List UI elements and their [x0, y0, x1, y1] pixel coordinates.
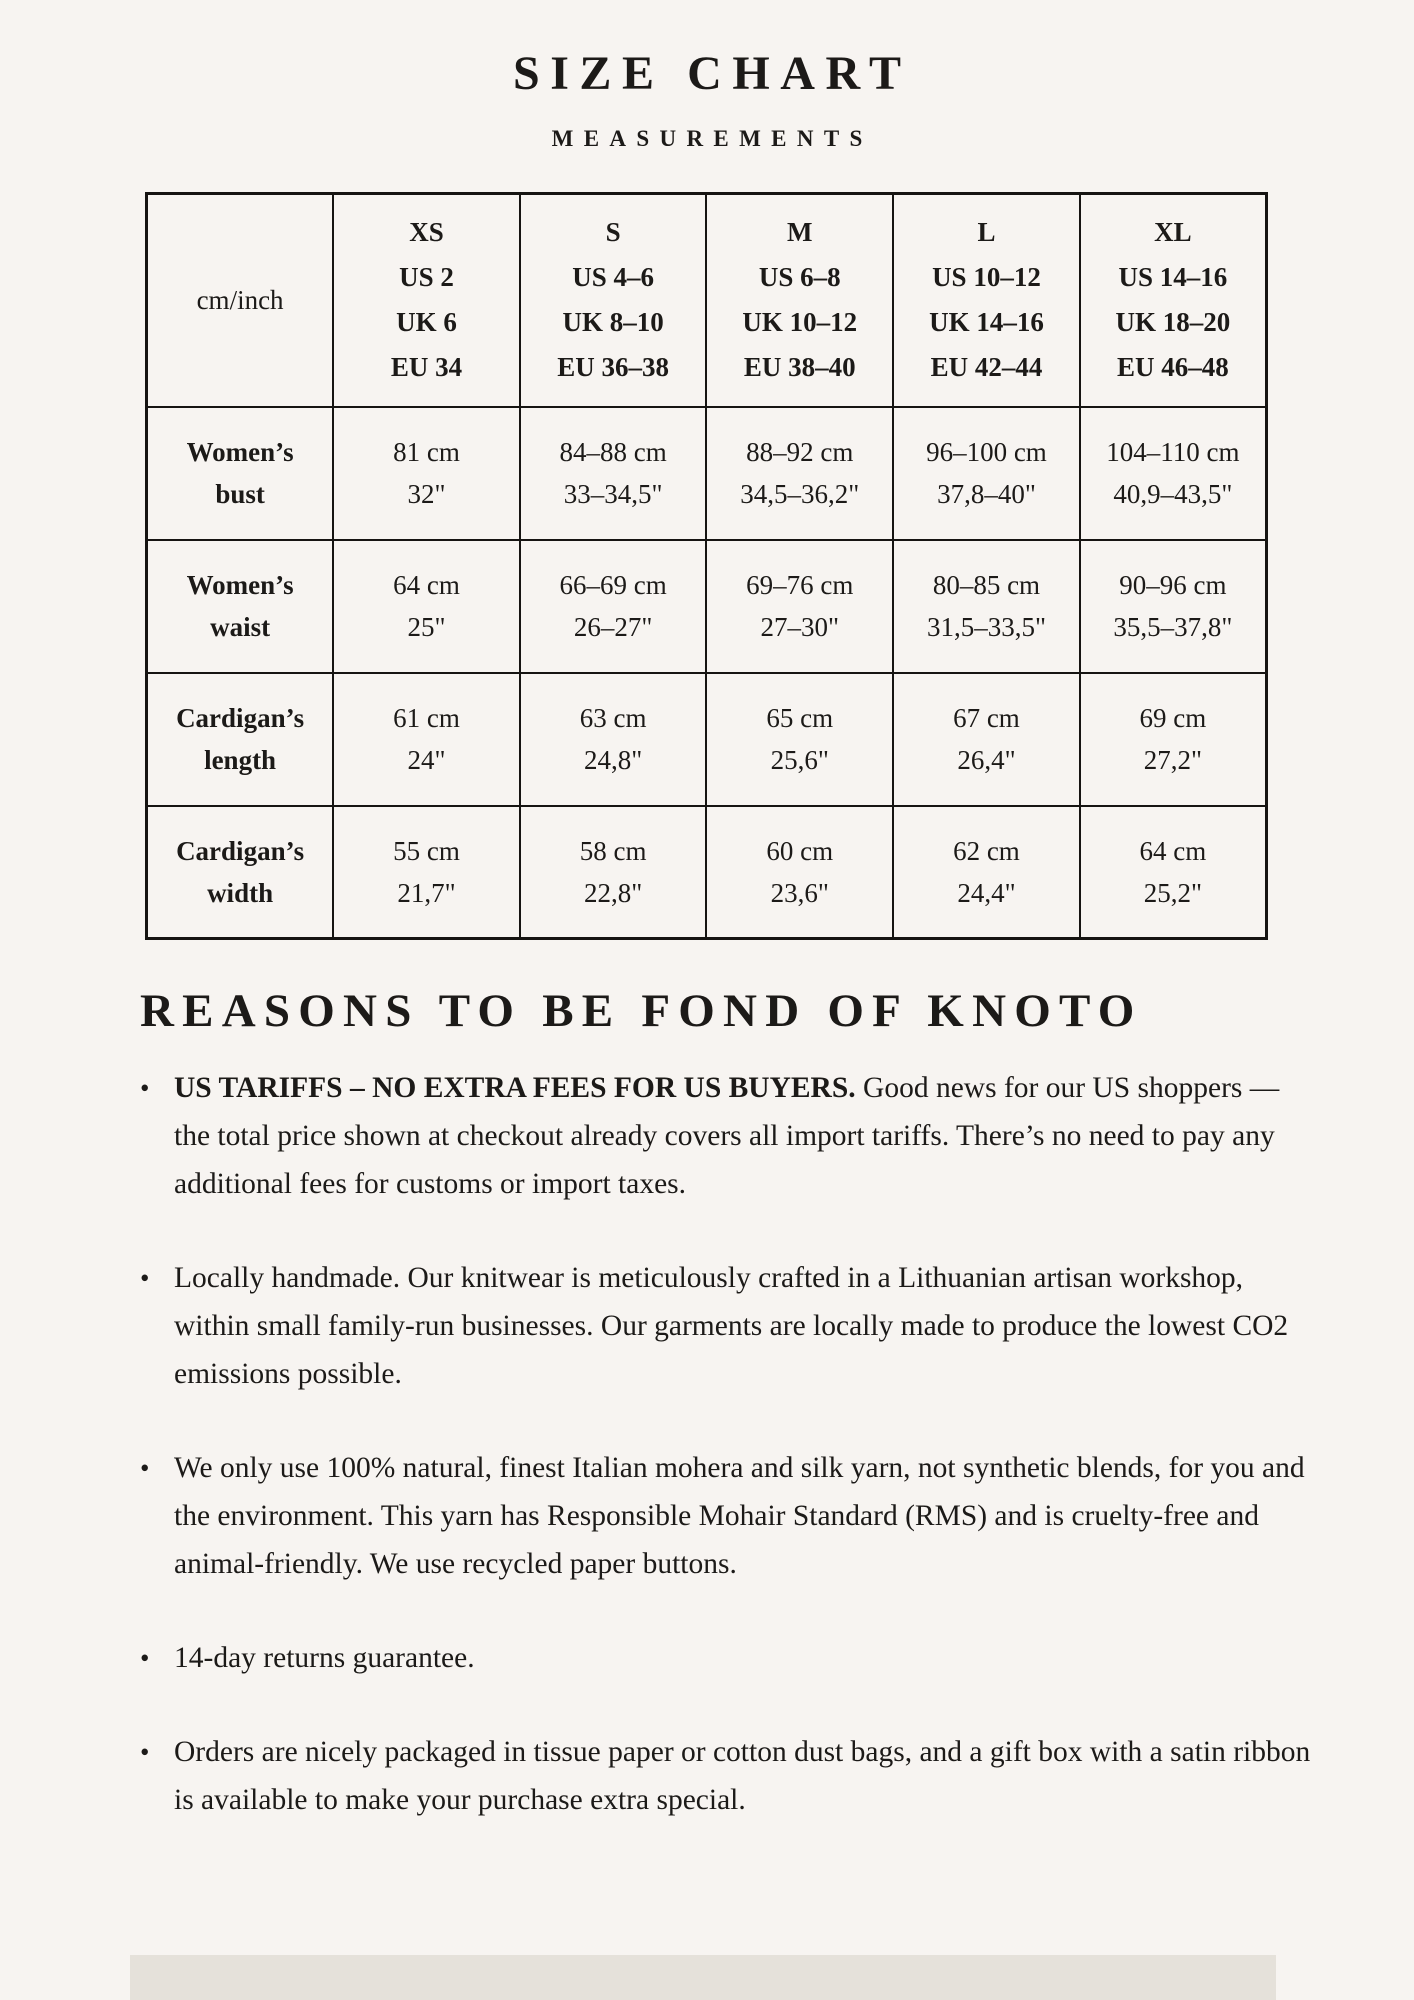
measurement-cell: [520, 407, 707, 540]
cm-value: 63 cm: [579, 703, 647, 733]
measurement-cell: [1080, 407, 1267, 540]
size-column-header-m: [706, 194, 893, 407]
cm-value: 69–76 cm: [746, 570, 854, 600]
eu-size: EU 34: [390, 352, 463, 383]
inch-value: 24,8": [584, 745, 643, 775]
inch-value: 26,4": [957, 745, 1016, 775]
cm-value: 80–85 cm: [932, 570, 1041, 600]
size-label: XL: [1154, 217, 1192, 248]
eu-size: EU 36–38: [557, 352, 670, 383]
measurement-cell: [520, 540, 707, 673]
measurement-cell: [893, 407, 1080, 540]
measurement-cell: [333, 407, 520, 540]
reason-item-packaging: [140, 1728, 1312, 1824]
uk-size: UK 10–12: [742, 307, 858, 338]
bullet-icon: •: [140, 1073, 150, 1103]
size-column-header-l: [893, 194, 1080, 407]
cm-value: 64 cm: [393, 570, 460, 600]
measurement-cell: [706, 407, 893, 540]
measurement-cell: [893, 806, 1080, 939]
measurement-cell: [333, 540, 520, 673]
inch-value: 22,8": [584, 877, 643, 908]
uk-size: UK 18–20: [1115, 307, 1231, 338]
reasons-list: [140, 1064, 1312, 1870]
measurement-cell: [893, 540, 1080, 673]
cm-value: 81 cm: [393, 437, 460, 467]
measurement-cell: [1080, 673, 1267, 806]
table-row-waist: [147, 540, 1267, 673]
cm-value: 65 cm: [766, 703, 834, 733]
measurement-cell: [1080, 540, 1267, 673]
inch-value: 33–34,5": [563, 479, 663, 509]
uk-size: UK 6: [396, 307, 457, 338]
measurement-cell: [706, 673, 893, 806]
page-subtitle: MEASUREMENTS: [551, 126, 873, 151]
reasons-heading: REASONS TO BE FOND OF KNOTO: [140, 985, 1143, 1037]
cm-value: 67 cm: [953, 703, 1020, 733]
uk-size: UK 14–16: [929, 307, 1044, 338]
measurement-cell: [1080, 806, 1267, 939]
cm-value: 62 cm: [953, 835, 1020, 866]
measurement-cell: [333, 806, 520, 939]
measurement-cell: [520, 673, 707, 806]
inch-value: 21,7": [397, 877, 456, 908]
cm-value: 66–69 cm: [559, 570, 667, 600]
reason-lead: US TARIFFS – NO EXTRA FEES FOR US BUYERS.: [174, 1072, 856, 1104]
reason-item-materials: [140, 1444, 1312, 1588]
inch-value: 25": [407, 612, 446, 642]
size-column-header-xs: [333, 194, 520, 407]
size-label: S: [605, 217, 621, 248]
table-row-length: [147, 673, 1267, 806]
table-row-width: [147, 806, 1267, 939]
page-title: SIZE CHART: [512, 47, 912, 100]
cm-value: 104–110 cm: [1106, 437, 1240, 467]
measurement-cell: [893, 673, 1080, 806]
cm-value: 60 cm: [766, 835, 834, 866]
row-label: Cardigan’s length: [147, 673, 334, 806]
cm-value: 61 cm: [393, 703, 460, 733]
reason-text: Locally handmade. Our knitwear is meticulously crafted in a Lithuanian artisan workshop, within small family-run businesses. Our garments are locally made to produce the lowest CO2 emissions possible.: [174, 1262, 1289, 1390]
inch-value: 25,2": [1143, 877, 1203, 908]
inch-value: 35,5–37,8": [1113, 612, 1233, 642]
inch-value: 32": [407, 479, 446, 509]
bullet-icon: •: [140, 1263, 150, 1293]
measurement-cell: [333, 673, 520, 806]
cm-value: 90–96 cm: [1119, 570, 1227, 600]
cm-value: 88–92 cm: [746, 437, 854, 467]
reason-item-handmade: [140, 1254, 1312, 1398]
us-size: US 14–16: [1118, 262, 1228, 293]
size-column-header-xl: [1080, 194, 1267, 407]
cm-value: 96–100 cm: [926, 437, 1047, 467]
us-size: US 6–8: [758, 262, 841, 293]
row-label: Women’s bust: [147, 407, 334, 540]
bottom-strip: [130, 1955, 1276, 2000]
reason-item-tariffs: [140, 1064, 1312, 1208]
size-label: L: [977, 217, 996, 248]
size-table: [145, 192, 1268, 940]
inch-value: 26–27": [573, 612, 653, 642]
measurement-cell: [706, 540, 893, 673]
size-label: XS: [409, 217, 444, 248]
inch-value: 31,5–33,5": [926, 612, 1046, 642]
corner-cell: cm/inch: [147, 194, 334, 407]
reason-text: Orders are nicely packaged in tissue paper or cotton dust bags, and a gift box with a satin ribbon is available to make your purchase extra special.: [174, 1736, 1311, 1816]
eu-size: EU 42–44: [930, 352, 1043, 383]
bullet-icon: •: [140, 1737, 150, 1767]
inch-value: 27–30": [760, 612, 840, 642]
reason-item-returns: [140, 1634, 1312, 1682]
eu-size: EU 38–40: [743, 352, 856, 383]
cm-value: 58 cm: [579, 835, 647, 866]
measurement-cell: [520, 806, 707, 939]
reason-text: US TARIFFS – NO EXTRA FEES FOR US BUYERS. Good news for our US shoppers — the total price shown at checkout already covers all import tariffs. There’s no need to pay any additional fees for customs or import taxes.: [174, 1072, 1280, 1200]
uk-size: UK 8–10: [562, 307, 664, 338]
inch-value: 24": [407, 745, 446, 775]
row-label: Women’s waist: [147, 540, 334, 673]
inch-value: 37,8–40": [937, 479, 1036, 509]
cm-value: 69 cm: [1139, 703, 1207, 733]
bullet-icon: •: [140, 1643, 150, 1673]
us-size: US 2: [399, 262, 454, 293]
size-label: M: [787, 217, 813, 248]
inch-value: 40,9–43,5": [1113, 479, 1233, 509]
bullet-icon: •: [140, 1453, 150, 1483]
inch-value: 23,6": [770, 877, 829, 908]
eu-size: EU 46–48: [1117, 352, 1229, 383]
table-row-bust: [147, 407, 1267, 540]
reason-text: We only use 100% natural, finest Italian mohera and silk yarn, not synthetic blends, for you and the environment. This yarn has Responsible Mohair Standard (RMS) and is cruelty-free and animal-friendly. We use recycled paper buttons.: [174, 1452, 1305, 1580]
inch-value: 24,4": [957, 877, 1016, 908]
inch-value: 34,5–36,2": [740, 479, 860, 509]
cm-value: 55 cm: [393, 835, 460, 866]
row-label: Cardigan’s width: [147, 806, 334, 939]
table-header-row: [147, 194, 1267, 407]
us-size: US 4–6: [572, 262, 655, 293]
reason-text: 14-day returns guarantee.: [174, 1642, 475, 1674]
cm-value: 64 cm: [1139, 835, 1207, 866]
measurement-cell: [706, 806, 893, 939]
us-size: US 10–12: [932, 262, 1041, 293]
inch-value: 25,6": [770, 745, 829, 775]
size-column-header-s: [520, 194, 707, 407]
inch-value: 27,2": [1143, 745, 1203, 775]
cm-value: 84–88 cm: [559, 437, 667, 467]
